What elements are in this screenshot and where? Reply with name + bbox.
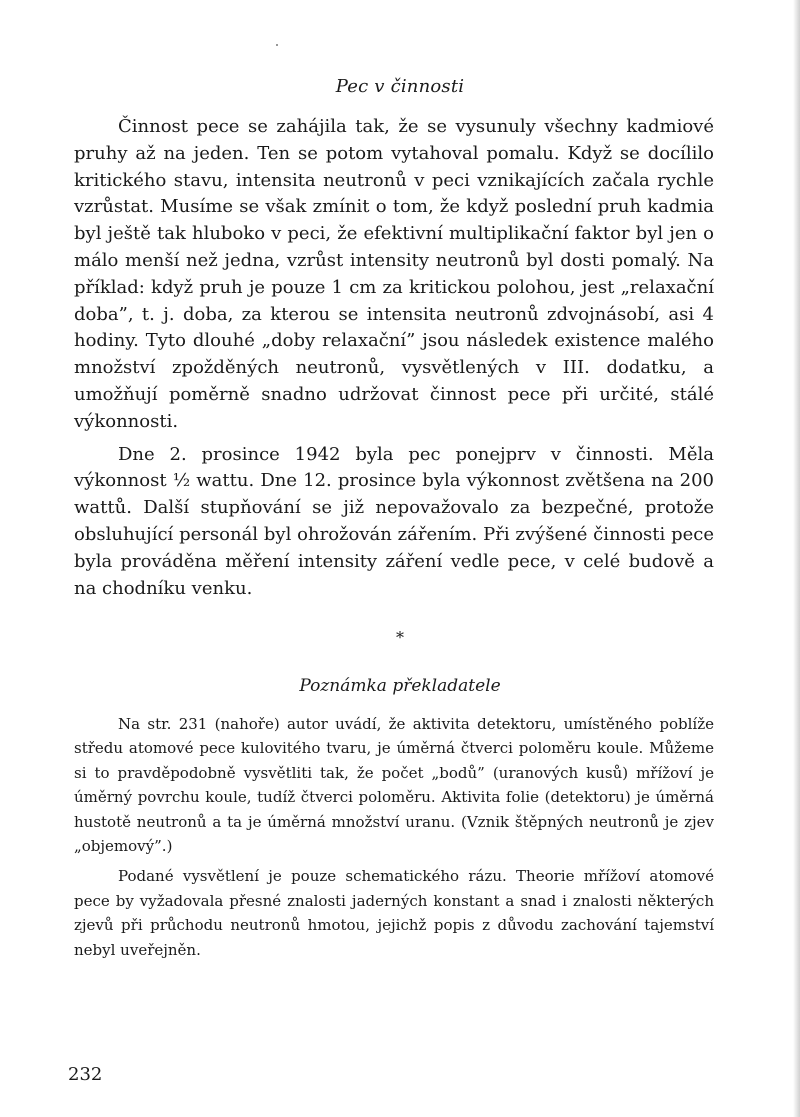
print-speck: [276, 44, 278, 46]
main-paragraph-1: Činnost pece se zahájila tak, že se vysunuly všechny kadmiové pruhy až na jeden. Ten se potom vytahoval pomalu. Když se docílilo kritického stavu, intensita neutronů v peci vznikajících začala rychle vzrůstat. Musíme se však zmínit o tom, že když poslední pruh kadmia byl ještě tak hluboko v peci, že efektivní multiplikační faktor byl jen o málo menší než jedna, vzrůst intensity neutronů byl dosti pomalý. Na příklad: když pruh je pouze 1 cm za kritickou polohou, jest „relaxační doba”, t. j. doba, za kterou se intensita neutronů zdvojnásobí, asi 4 hodiny. Tyto dlouhé „doby relaxační” jsou následek existence malého množství zpožděných neutronů, vysvětlených v III. dodatku, a umožňují poměrně snadno udržovat činnost pece při určité, stálé výkonnosti.: [74, 116, 714, 432]
main-paragraph-2: Dne 2. prosince 1942 byla pec ponejprv v činnosti. Měla výkonnost ½ wattu. Dne 12. prosince byla výkonnost zvětšena na 200 wattů. Další stupňování se již nepovažovalo za bezpečné, protože obsluhující personál byl ohrožován zářením. Při zvýšené činnosti pece byla prováděna měření intensity záření vedle pece, v celé budově a na chodníku venku.: [74, 443, 714, 599]
section-separator: *: [396, 628, 404, 647]
main-text: [74, 114, 714, 608]
translator-note: [74, 712, 714, 968]
page-edge-shadow: [793, 0, 800, 1117]
note-heading: Poznámka překladatele: [299, 676, 501, 696]
running-head: Pec v činnosti: [335, 76, 465, 97]
page-number: 232: [68, 1064, 103, 1085]
note-paragraph-1: Na str. 231 (nahoře) autor uvádí, že aktivita detektoru, umístěného poblíže středu atomové pece kulovitého tvaru, je úměrná čtverci poloměru koule. Můžeme si to pravděpodobně vysvětliti tak, že počet „bodů” (uranových kusů) mřížoví je úměrný povrchu koule, tudíž čtverci poloměru. Aktivita folie (detektoru) je úměrná hustotě neutronů a ta je úměrná množství uranu. (Vznik štěpných neutronů je zjev „objemový”.): [74, 715, 714, 856]
note-paragraph-2: Podané vysvětlení je pouze schematického rázu. Theorie mřížoví atomové pece by vyžadovala přesné znalosti jaderných konstant a snad i znalosti některých zjevů při průchodu neutronů hmotou, jejichž popis z důvodu zachování tajemství nebyl uveřejněn.: [74, 867, 714, 959]
